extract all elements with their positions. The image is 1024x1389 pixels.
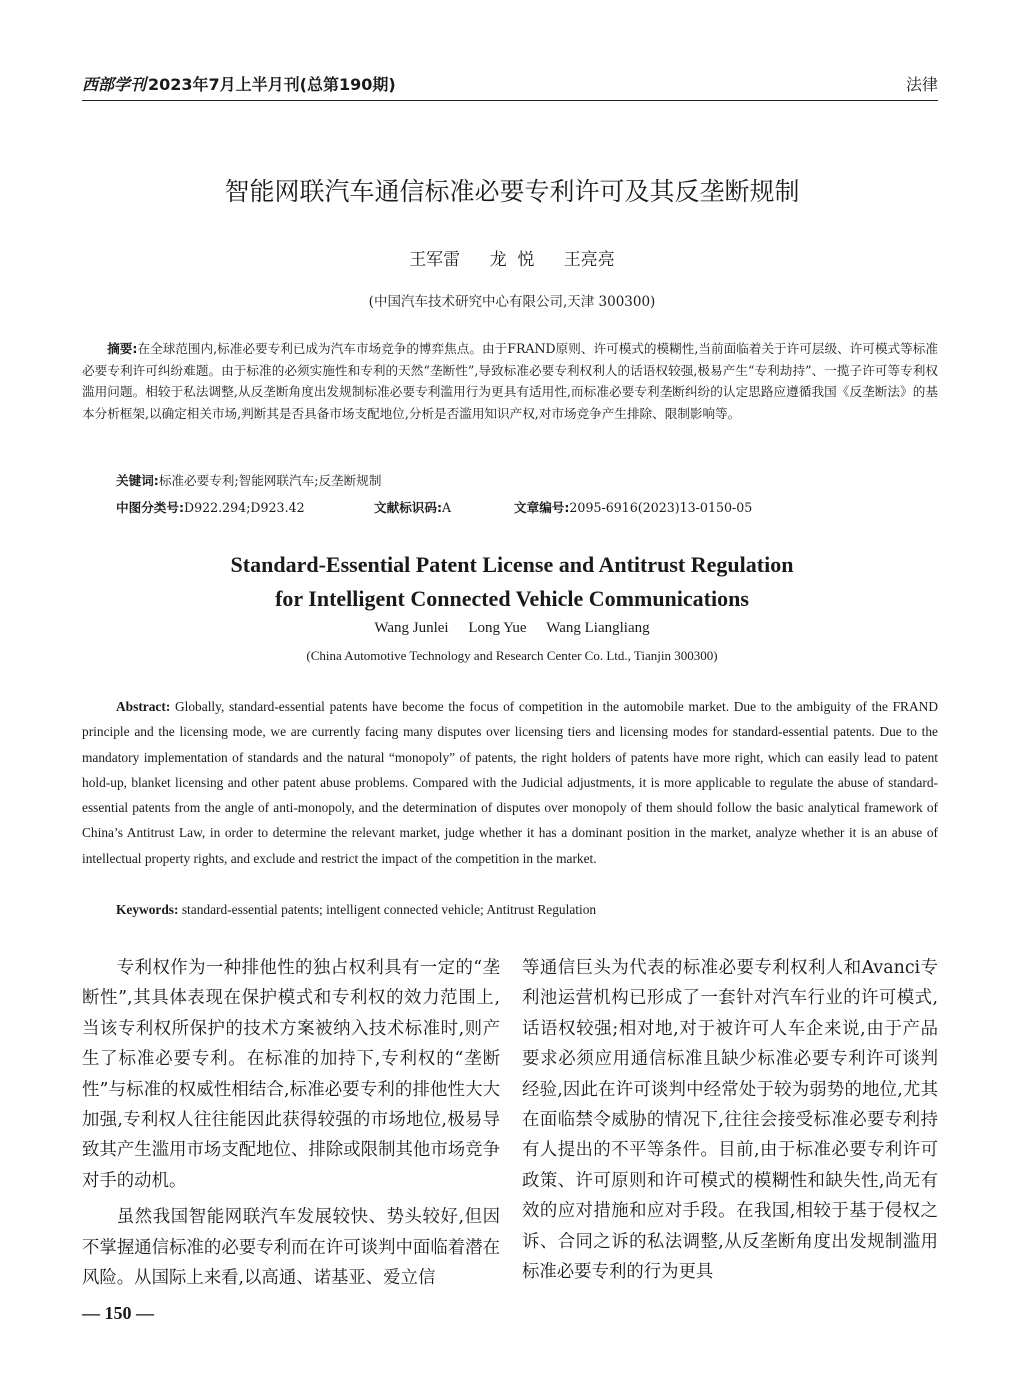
chinese-affiliation: (中国汽车技术研究中心有限公司,天津 300300) — [368, 294, 656, 310]
abstract-text: 在全球范围内,标准必要专利已成为汽车市场竞争的博弈焦点。由于FRAND原则、许可模式的模糊性,当前面临着关于许可层级、许可模式等标准必要专利许可纠纷难题。由于标准的必须实施性和专利的天然“垄断性”,导致标准必要专利权利人的话语权较强,极易产生“专利劫持”、一揽子许可等专利权滥用问题。相较于私法调整,从反垄断角度出发规制标准必要专利滥用行为更具有适用性,而标准必要专利垄断纠纷的认定思路应遵循我国《反垄断法》的基本分析框架,以确定相关市场,判断其是否具备市场支配地位,分析是否滥用知识产权,对市场竞争产生排除、限制影响等。 — [82, 341, 938, 421]
section-label: 法律 — [905, 75, 938, 94]
chinese-abstract — [82, 338, 938, 424]
header-rule — [82, 100, 938, 101]
clc-text: D922.294;D923.42 — [184, 500, 305, 515]
en-author-1: Wang Junlei — [374, 620, 449, 636]
doc-code-text: A — [442, 500, 452, 515]
english-title — [0, 548, 1024, 616]
issue-info: 2023年7月上半月刊(总第190期) — [148, 75, 396, 94]
running-header-journal — [82, 72, 396, 95]
en-keywords-text: standard-essential patents; intelligent connected vehicle; Antitrust Regulation — [181, 902, 597, 917]
author-1: 王军雷 — [409, 250, 461, 270]
english-title-line-1: Standard-Essential Patent License and Antitrust Regulation — [230, 552, 794, 577]
chinese-title: 智能网联汽车通信标准必要专利许可及其反垄断规制 — [224, 177, 800, 206]
keywords-label: 关键词: — [116, 473, 159, 488]
body-paragraph: 虽然我国智能网联汽车发展较快、势头较好,但因不掌握通信标准的必要专利而在许可谈判中面临着潜在风险。从国际上来看,以高通、诺基亚、爱立信 — [82, 1207, 500, 1289]
english-authors — [0, 620, 1024, 637]
body-column-left — [82, 953, 500, 1293]
author-2: 龙 悦 — [489, 250, 535, 270]
en-abstract-label: Abstract: — [116, 699, 171, 714]
en-abstract-text: Globally, standard-essential patents have become the focus of competition in the automobile market. Due to the ambiguity of the FRAND principle and the licensing mode, we are currently facing many disputes over licensing tiers and licensing modes for standard-essential patents. Due to the mandatory implementation of standards and the natural “monopoly” of patents, the right holders of patents have more right, which can easily lead to patent hold-up, blanket licensing and other patent abuse problems. Compared with the Judicial adjustments, it is more applicable to regulate the abuse of standard-essential patents from the angle of anti-monopoly, and the determination of disputes over monopoly of them should follow the basic analytical framework of China’s Antitrust Law, in order to determine the relevant market, judge whether it has a dominant position in the market, analyze whether it is an abuse of intellectual property rights, and exclude and restrict the impact of the competition in the market. — [82, 699, 938, 866]
doc-code-label: 文献标识码: — [374, 500, 443, 515]
clc-label: 中图分类号: — [116, 500, 185, 515]
page-number: — 150 — — [82, 1303, 154, 1323]
keywords-text: 标准必要专利;智能网联汽车;反垄断规制 — [158, 473, 382, 488]
article-no-text: 2095-6916(2023)13-0150-05 — [569, 500, 753, 515]
classification-line — [116, 497, 936, 516]
journal-logo: 西部学刊 — [82, 75, 147, 94]
en-author-2: Long Yue — [468, 620, 527, 636]
english-keywords — [116, 902, 596, 918]
body-paragraph: 等通信巨头为代表的标准必要专利权利人和Avanci专利池运营机构已形成了一套针对汽车行业的许可模式,话语权较强;相对地,对于被许可人车企来说,由于产品要求必须应用通信标准且缺少标准必要专利许可谈判经验,因此在许可谈判中经常处于较为弱势的地位,尤其在面临禁令威胁的情况下,往往会接受标准必要专利持有人提出的不平等条件。目前,由于标准必要专利许可政策、许可原则和许可模式的模糊性和缺失性,尚无有效的应对措施和应对手段。在我国,相较于基于侵权之诉、合同之诉的私法调整,从反垄断角度出发规制滥用标准必要专利的行为更具 — [522, 958, 938, 1283]
en-author-3: Wang Liangliang — [546, 620, 650, 636]
abstract-label: 摘要: — [107, 341, 138, 356]
author-3: 王亮亮 — [563, 250, 615, 270]
article-no-label: 文章编号: — [514, 500, 570, 515]
english-abstract — [82, 694, 938, 871]
chinese-authors — [0, 245, 1024, 270]
english-affiliation: (China Automotive Technology and Research Center Co. Ltd., Tianjin 300300) — [306, 648, 718, 663]
en-keywords-label: Keywords: — [116, 902, 179, 917]
english-title-line-2: for Intelligent Connected Vehicle Communications — [275, 586, 749, 611]
chinese-keywords — [116, 470, 381, 489]
body-paragraph: 专利权作为一种排他性的独占权利具有一定的“垄断性”,其具体表现在保护模式和专利权的效力范围上,当该专利权所保护的技术方案被纳入技术标准时,则产生了标准必要专利。在标准的加持下,专利权的“垄断性”与标准的权威性相结合,标准必要专利的排他性大大加强,专利权人往往能因此获得较强的市场地位,极易导致其产生滥用市场支配地位、排除或限制其他市场竞争对手的动机。 — [82, 958, 500, 1191]
body-column-right — [522, 953, 938, 1287]
